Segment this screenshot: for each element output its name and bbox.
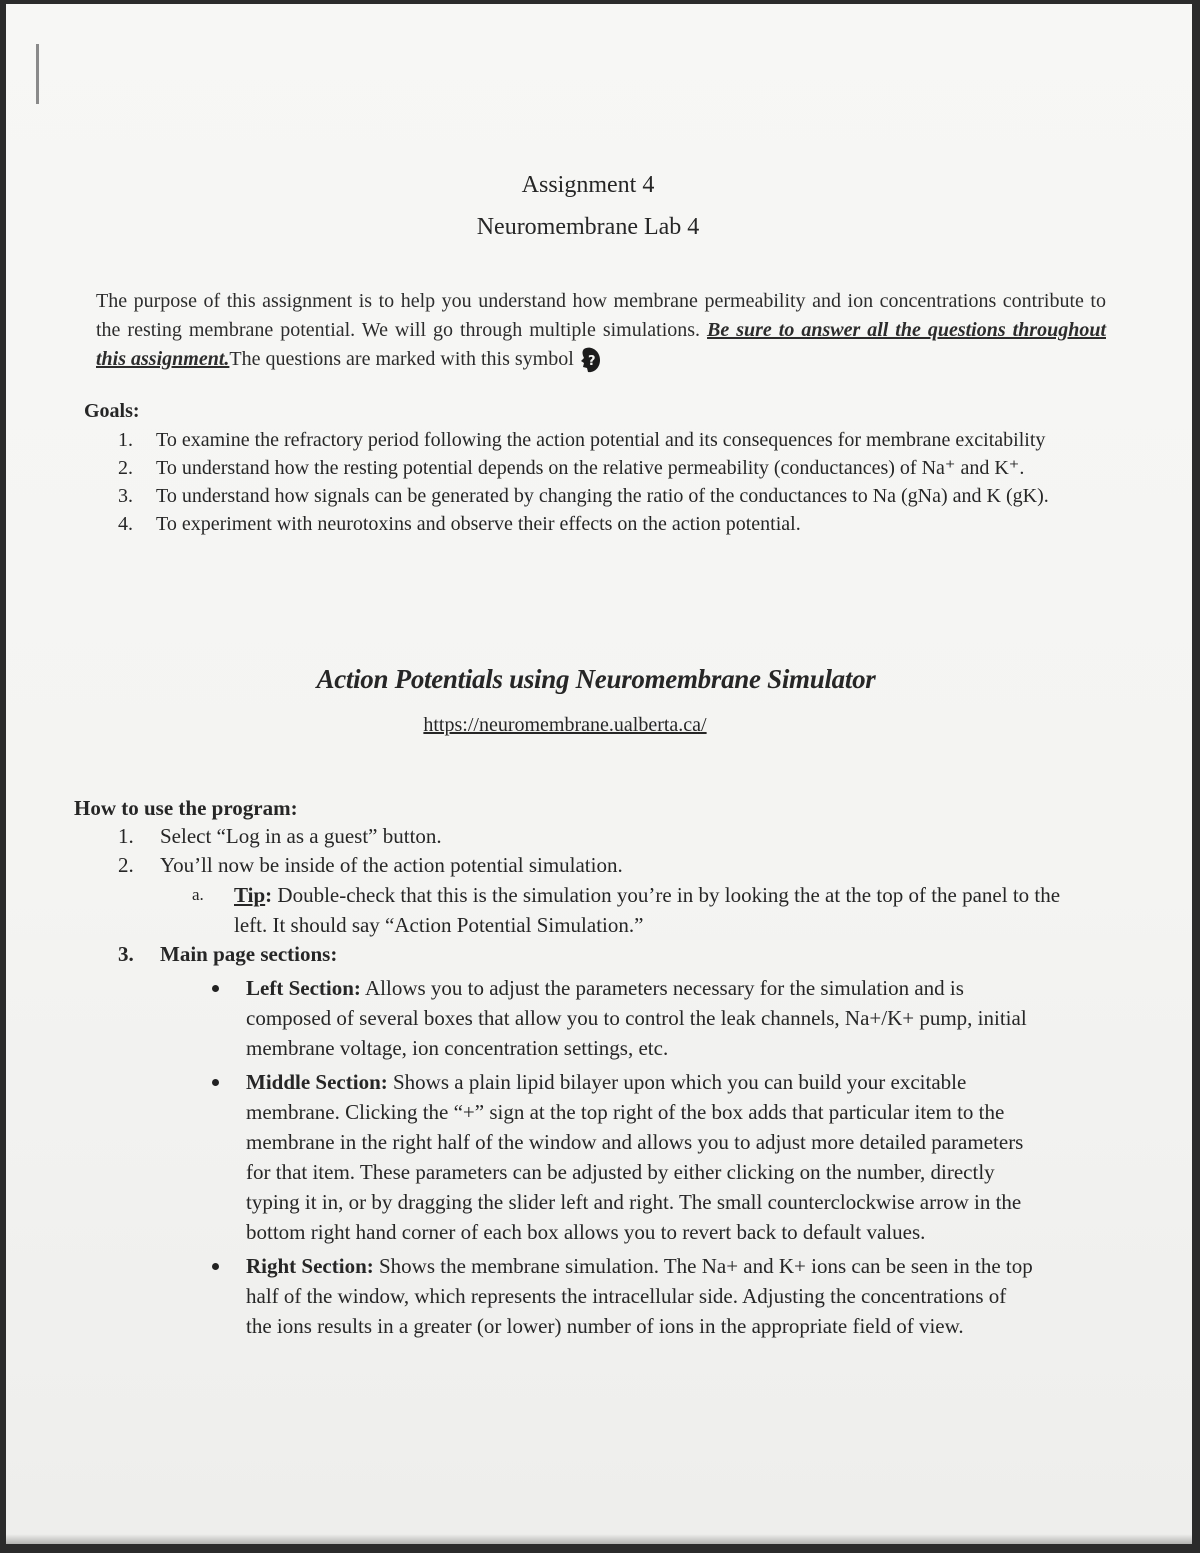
goal-item <box>118 510 1078 538</box>
list-item <box>206 1067 1036 1247</box>
intro-paragraph <box>96 287 1106 374</box>
page-subtitle: Neuromembrane Lab 4 <box>476 214 700 240</box>
goals-list <box>118 426 1078 538</box>
howto-heading: How to use the program: <box>74 796 298 820</box>
bullet-label: Left Section: <box>246 976 361 1000</box>
bullet-label: Middle Section: <box>246 1070 388 1094</box>
goal-item <box>118 454 1078 482</box>
list-item <box>206 1251 1036 1341</box>
step-item <box>118 940 1078 969</box>
goal-text: To experiment with neurotoxins and observe their effects on the action potential. <box>156 513 801 535</box>
step-number: 1. <box>118 824 134 848</box>
goal-item <box>118 426 1078 454</box>
list-item <box>206 973 1036 1063</box>
goal-number: 2. <box>118 457 133 479</box>
bullet-icon <box>212 1263 219 1270</box>
tip-text: Double-check that this is the simulation you’re in by looking the at the top of the panel to the left. It should say “Action Potential Simulation.” <box>234 883 1061 937</box>
document-page <box>6 4 1192 1544</box>
step-item <box>118 851 1078 880</box>
intro-symbol-text: The questions are marked with this symbol <box>229 348 574 370</box>
section-title: Action Potentials using Neuromembrane Simulator <box>316 664 876 694</box>
step-number: 2. <box>118 853 134 877</box>
step-label: Main page sections: <box>160 942 338 966</box>
goal-item <box>118 482 1078 510</box>
step-item <box>118 822 1078 851</box>
bullet-text: Shows a plain lipid bilayer upon which you can build your excitable membrane. Clicking the “+” sign at the top right of the box adds that particular item to the membrane in the right half of the window and allows you to adjust more detailed parameters for that item. These parameters can be adjusted by either clicking on the number, directly typing it in, or by dragging the slider left and right. The small counterclockwise arrow in the bottom right hand corner of each box allows you to revert back to default values. <box>246 1070 1024 1244</box>
goal-number: 4. <box>118 513 133 535</box>
howto-steps <box>118 822 1078 1345</box>
bullet-label: Right Section: <box>246 1254 374 1278</box>
step-number: 3. <box>118 942 134 966</box>
bullet-icon <box>212 1079 219 1086</box>
scan-edge-mark <box>36 44 39 104</box>
goal-text: To examine the refractory period following the action potential and its consequences for membrane excitability <box>156 429 1046 451</box>
goal-number: 1. <box>118 429 133 451</box>
step-text: Select “Log in as a guest” button. <box>160 824 442 848</box>
simulator-link[interactable]: https://neuromembrane.ualberta.ca/ <box>423 714 707 736</box>
bullet-icon <box>212 985 219 992</box>
intro-text: The purpose of this assignment is to help you understand how membrane permeability and ion concentrations contribute to the resting membrane potential. We will go through multiple simulations. <box>96 290 1106 341</box>
step-text: You’ll now be inside of the action potential simulation. <box>160 853 623 877</box>
goal-number: 3. <box>118 485 133 507</box>
main-sections-list <box>206 973 1036 1341</box>
bullet-text: Shows the membrane simulation. The Na+ and K+ ions can be seen in the top half of the window, which represents the intracellular side. Adjusting the concentrations of the ions results in a greater (or lower) number of ions in the appropriate field of view. <box>246 1254 1033 1338</box>
brain-question-icon <box>580 346 602 374</box>
goals-heading: Goals: <box>84 400 140 422</box>
bullet-text: Allows you to adjust the parameters necessary for the simulation and is composed of several boxes that allow you to control the leak channels, Na+/K+ pump, initial membrane voltage, ion concentration settings, etc. <box>246 976 1027 1060</box>
substep-letter: a. <box>192 885 204 904</box>
goal-text: To understand how signals can be generated by changing the ratio of the conductances to Na (gNa) and K (gK). <box>156 485 1049 507</box>
tip-label: Tip <box>234 883 266 907</box>
page-title: Assignment 4 <box>521 172 655 198</box>
svg-text:?: ? <box>587 354 596 370</box>
goal-text: To understand how the resting potential depends on the relative permeability (conductances) of Na⁺ and K⁺. <box>156 457 1025 479</box>
tip-substep: a. Tip: Double-check that this is the simulation you’re in by looking the at the top of the panel to the left. It should say “Action Potential Simulation.” <box>192 880 1064 940</box>
page-bottom-shadow <box>6 1534 1192 1544</box>
intro-emphasis: Be sure to answer all the questions throughout this assignment. <box>96 319 1106 370</box>
